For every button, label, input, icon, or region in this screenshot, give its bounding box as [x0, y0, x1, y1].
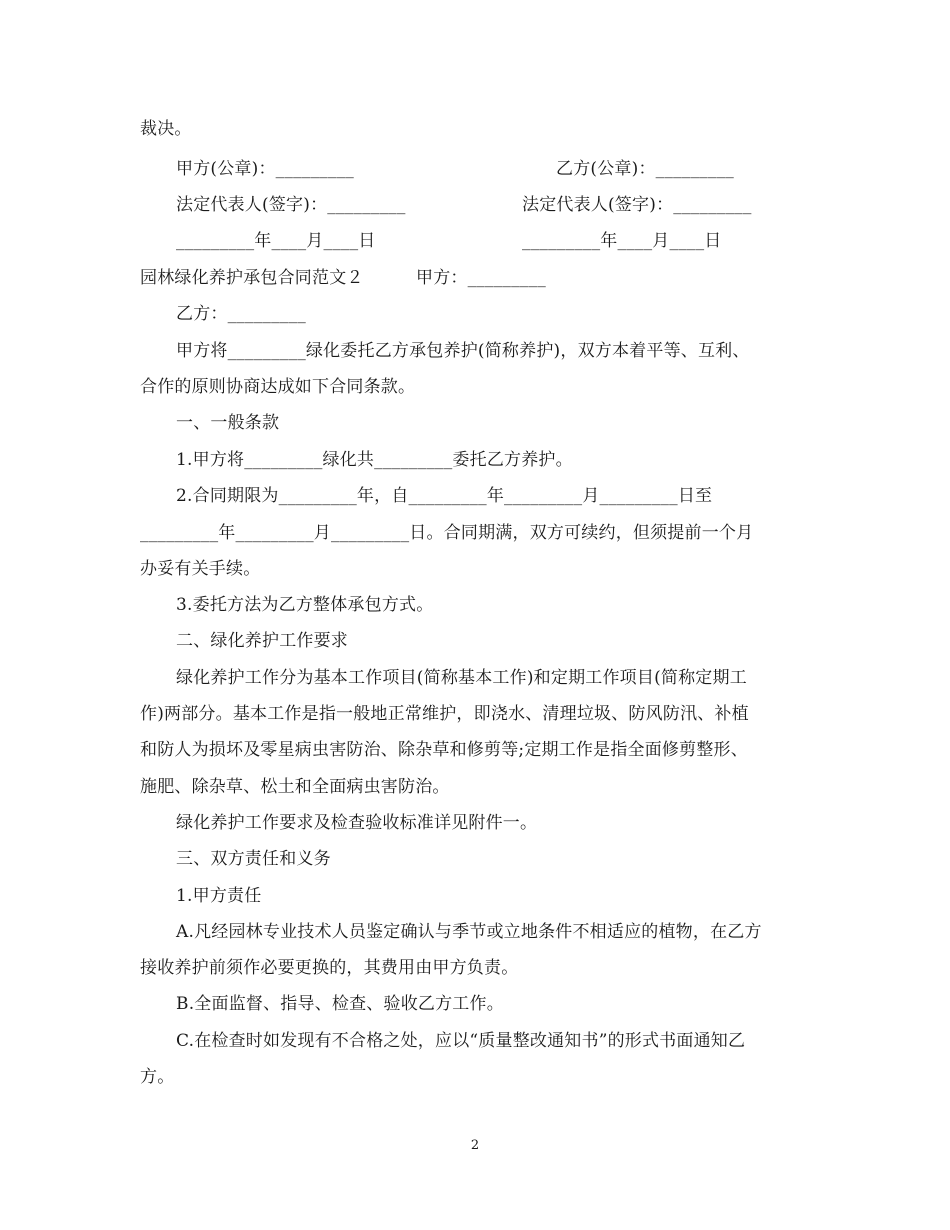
- line-text: 方。: [140, 1067, 175, 1087]
- line-text: 2.合同期限为_________年，自_________年_________月_________日至: [176, 486, 713, 506]
- line-text: 施肥、除杂草、松土和全面病虫害防治。: [140, 777, 450, 797]
- text-line: [140, 522, 820, 544]
- party-b-date: _________年____月____日: [522, 231, 722, 251]
- text-line: [140, 1066, 820, 1088]
- clause-heading: [176, 630, 816, 652]
- party-a-name: 甲方：_________: [416, 268, 546, 288]
- text-line: [140, 118, 820, 140]
- section-title: 园林绿化养护承包合同范文２: [140, 268, 364, 288]
- line-text: 绿化养护工作分为基本工作项目(简称基本工作)和定期工作项目(简称定期工: [176, 668, 747, 688]
- party-a-date: _________年____月____日: [176, 231, 376, 251]
- text-line: [140, 739, 820, 761]
- line-text: 合作的原则协商达成如下合同条款。: [140, 377, 416, 397]
- heading-text: 二、绿化养护工作要求: [176, 631, 348, 651]
- text-line: [176, 449, 816, 471]
- text-line: [176, 340, 816, 362]
- text-line: [140, 376, 820, 398]
- clause-heading: [176, 848, 816, 870]
- page-number: 2: [470, 1138, 480, 1153]
- text-line: [176, 667, 816, 689]
- line-text: _________年_________月_________日。合同期满，双方可续约，但须提前一个月: [140, 523, 754, 543]
- heading-text: 三、双方责任和义务: [176, 849, 331, 869]
- text-line: [176, 485, 816, 507]
- section-heading-row: [140, 267, 820, 289]
- text-line: [176, 303, 816, 325]
- text-line: [176, 885, 816, 907]
- line-text: B.全面监督、指导、检查、验收乙方工作。: [176, 994, 504, 1014]
- text-line: [176, 594, 816, 616]
- party-b-name: 乙方：_________: [176, 304, 306, 324]
- party-a-representative: 法定代表人(签字)：_________: [176, 195, 406, 215]
- line-text: A.凡经园林专业技术人员鉴定确认与季节或立地条件不相适应的植物，在乙方: [176, 922, 762, 942]
- text-line: [140, 558, 820, 580]
- line-text: 接收养护前须作必要更换的，其费用由甲方负责。: [140, 958, 519, 978]
- text-line: [140, 703, 820, 725]
- line-text: 3.委托方法为乙方整体承包方式。: [176, 595, 434, 615]
- party-a-seal: 甲方(公章)：_________: [176, 159, 354, 179]
- text-line: [176, 1030, 816, 1052]
- clause-heading: [176, 412, 816, 434]
- line-text: 1.甲方责任: [176, 886, 262, 906]
- party-b-representative: 法定代表人(签字)：_________: [522, 195, 752, 215]
- line-text: 和防人为损坏及零星病虫害防治、除杂草和修剪等;定期工作是指全面修剪整形、: [140, 740, 748, 760]
- line-text: 办妥有关手续。: [140, 559, 261, 579]
- text-line: [140, 957, 820, 979]
- heading-text: 一、一般条款: [176, 413, 280, 433]
- line-text: 1.甲方将_________绿化共_________委托乙方养护。: [176, 450, 573, 470]
- text-line: [176, 812, 816, 834]
- line-text: 作)两部分。基本工作是指一般地正常维护，即浇水、清理垃圾、防风防汛、补植: [140, 704, 749, 724]
- line-text: 绿化养护工作要求及检查验收标准详见附件一。: [176, 813, 538, 833]
- line-text: 裁决。: [140, 119, 192, 139]
- signature-row-representative: [176, 194, 816, 216]
- text-line: [176, 921, 816, 943]
- text-line: [140, 776, 820, 798]
- signature-row-date: [176, 230, 816, 252]
- party-b-seal: 乙方(公章)：_________: [556, 159, 734, 179]
- text-line: [176, 993, 816, 1015]
- line-text: C.在检查时如发现有不合格之处，应以“质量整改通知书”的形式书面通知乙: [176, 1031, 746, 1051]
- line-text: 甲方将_________绿化委托乙方承包养护(简称养护)，双方本着平等、互利、: [176, 341, 750, 361]
- signature-row-seal: [176, 158, 816, 180]
